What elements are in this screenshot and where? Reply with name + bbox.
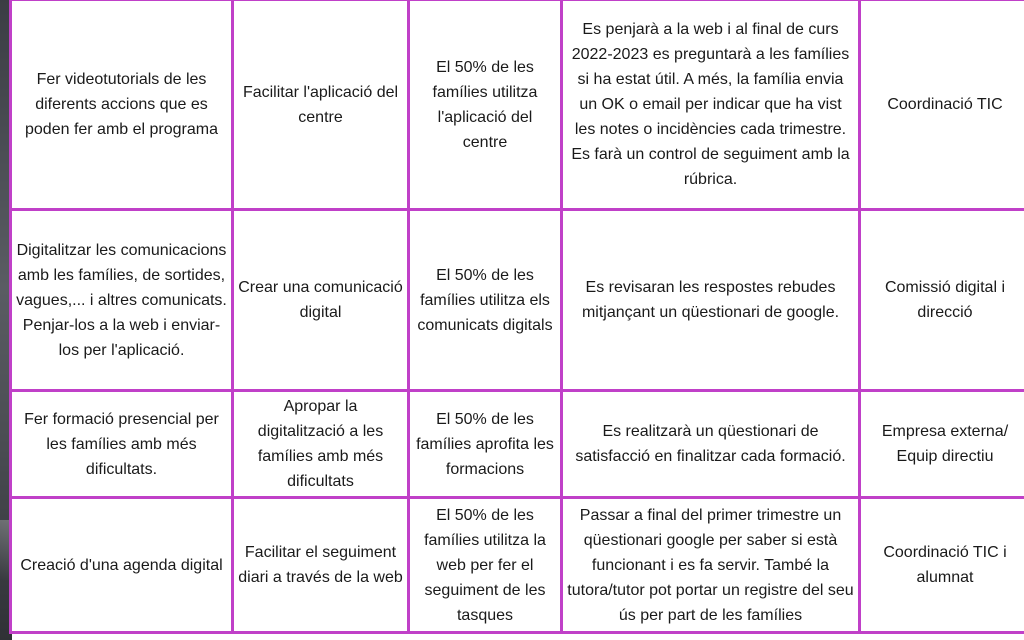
cell-objective: Facilitar l'aplicació del centre [233, 0, 409, 210]
cell-action: Digitalitzar les comunicacions amb les famílies, de sortides, vagues,... i altres comunicats. Penjar-los a la web i enviar-los per l'aplicació. [11, 210, 233, 391]
cell-action: Creació d'una agenda digital [11, 498, 233, 633]
cell-objective: Apropar la digitalització a les famílies amb més dificultats [233, 391, 409, 498]
table-row [11, 498, 1024, 633]
cell-evaluation: Es penjarà a la web i al final de curs 2022-2023 es preguntarà a les famílies si ha estat útil. A més, la família envia un OK o email per indicar que ha vist les notes o incidències cada trimestre. Es farà un control de seguiment amb la rúbrica. [562, 0, 860, 210]
table-row [11, 0, 1024, 210]
cell-evaluation: Es realitzarà un qüestionari de satisfacció en finalitzar cada formació. [562, 391, 860, 498]
cell-indicator: El 50% de les famílies utilitza la web per fer el seguiment de les tasques [409, 498, 562, 633]
cell-responsible: Coordinació TIC [860, 0, 1024, 210]
cell-objective: Facilitar el seguiment diari a través de la web [233, 498, 409, 633]
cell-responsible: Empresa externa/ Equip directiu [860, 391, 1024, 498]
cell-responsible: Coordinació TIC i alumnat [860, 498, 1024, 633]
cell-indicator: El 50% de les famílies utilitza l'aplicació del centre [409, 0, 562, 210]
cell-evaluation: Es revisaran les respostes rebudes mitjançant un qüestionari de google. [562, 210, 860, 391]
cell-responsible: Comissió digital i direcció [860, 210, 1024, 391]
cell-action: Fer videotutorials de les diferents accions que es poden fer amb el programa [11, 0, 233, 210]
table-row [11, 210, 1024, 391]
cell-objective: Crear una comunicació digital [233, 210, 409, 391]
action-plan-table [9, 0, 1024, 634]
cell-evaluation: Passar a final del primer trimestre un qüestionari google per saber si està funcionant i es fa servir. També la tutora/tutor pot portar un registre del seu ús per part de les famílies [562, 498, 860, 633]
table-row [11, 391, 1024, 498]
cell-action: Fer formació presencial per les famílies amb més dificultats. [11, 391, 233, 498]
cell-indicator: El 50% de les famílies utilitza els comunicats digitals [409, 210, 562, 391]
cell-indicator: El 50% de les famílies aprofita les formacions [409, 391, 562, 498]
